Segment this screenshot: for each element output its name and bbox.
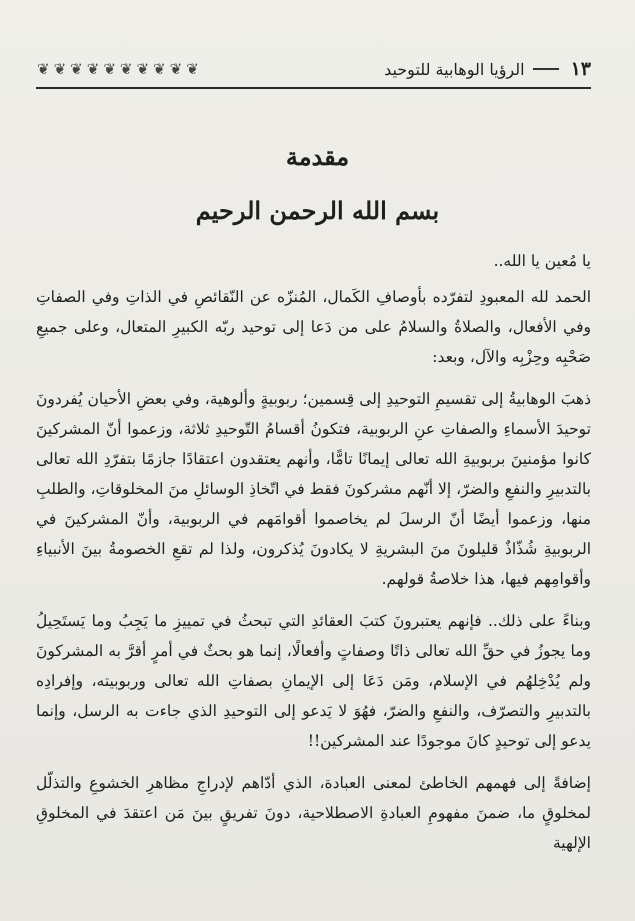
paragraph-division: ذهبَ الوهابيةُ إلى تقسيمِ التوحيدِ إلى قِسمين؛ ربوبيةٍ وألوهية، وفي بعضِ الأحيان يُفردونَ توحيدَ الأسماءِ والصفاتِ عنِ الربوبية، فتكونُ أقسامُ التّوحيدِ ثلاثة، وزعموا أنّ المشركينَ كانوا مؤمنينَ بربوبيةِ الله تعالى إيمانًا تامًّا، وأنهم يعتقدون اعتقادًا جازمًا بتفرّدِ الله تعالى بالتدبيرِ والنفعِ والضرّ، إلا أنّهم مشركونَ فقط في اتّخاذِ الوسائلِ منَ المخلوقاتِ، والطلبِ منها، وزعموا أيضًا أنّ الرسلَ لم يخاصموا أقوامَهم في الربوبية، وأنّ المشركينَ في الربوبيةِ شُذّاذٌ قليلونَ منَ البشريةِ لا يكادونَ يُذكرون، ولذا لم تقعِ الخصومةُ بينَ الأنبياءِ وأقوامِهم فيها، هذا خلاصةُ قولهم.: [36, 390, 591, 588]
header-dash: [533, 68, 559, 70]
paragraph-praise: الحمد لله المعبودِ لتفرّده بأوصافِ الكَمال، المُنزّه عن النّقائصِ في الذاتِ وفي الصفاتِ وفي الأفعال، والصلاةُ والسلامُ على من دَعا إلى توحيد ربّه الكبيرِ المتعال، وعلى جميعِ صَحْبِه وحِزْبِه والآل، وبعد:: [36, 288, 591, 366]
running-header: [36, 52, 591, 86]
running-title: الرؤيا الوهابية للتوحيد: [384, 59, 525, 79]
paragraph-addition: إضافةً إلى فهمهم الخاطئ لمعنى العبادة، الذي أدّاهم لإدراجِ مظاهرِ الخشوعِ والتذلّل لمخلوقٍ ما، ضمنَ مفهومِ العبادةِ الاصطلاحية، دونَ تفريقٍ بينَ مَن اعتقدَ في المخلوقِ الإلهية: [36, 774, 591, 852]
paragraph-invocation: يا مُعين يا الله..: [493, 252, 591, 270]
ornament-glyph-icon: ❦: [53, 60, 69, 78]
ornament-glyph-icon: ❦: [169, 60, 185, 78]
ornament-glyph-icon: ❦: [103, 60, 118, 78]
basmala-heading: بسم الله الرحمن الرحيم: [195, 196, 440, 225]
page-number: ١٣: [570, 58, 591, 80]
section-title: مقدمة: [285, 142, 350, 171]
ornament-glyph-icon: ❦: [86, 60, 102, 78]
header-rule: [36, 87, 591, 89]
ornament-glyph-icon: ❦: [153, 60, 168, 78]
ornament-glyph-icon: ❦: [186, 60, 201, 78]
body-text: [36, 246, 591, 870]
paragraph-consequence: وبناءً على ذلك.. فإنهم يعتبرونَ كتبَ العقائدِ التي تبحثُ في تمييزِ ما يَجِبُ وما يَستَحِيلُ وما يجوزُ في حقِّ الله تعالى ذاتًا وصفاتٍ وأفعالًا، إنما هو بحثٌ في أمرٍ أقرَّ به المشركونَ ولم يُدْخِلهُم في الإسلام، ومَن دَعَا إلى الإيمانِ بصفاتِ الله تعالى وربوبيته، وإفرادِه بالتدبيرِ والتصرّف، والنفعِ والضرّ، فهُوَ لا يَدعو إلى التوحيدِ الذي جاءت به الرسل، وإنما يدعو إلى توحيدٍ كانَ موجودًا عند المشركين!!: [36, 612, 591, 750]
ornament-band: [36, 60, 376, 78]
ornament-glyph-icon: ❦: [119, 60, 135, 78]
ornament-glyph-icon: ❦: [37, 60, 52, 78]
ornament-glyph-icon: ❦: [136, 60, 152, 78]
ornament-glyph-icon: ❦: [70, 60, 85, 78]
